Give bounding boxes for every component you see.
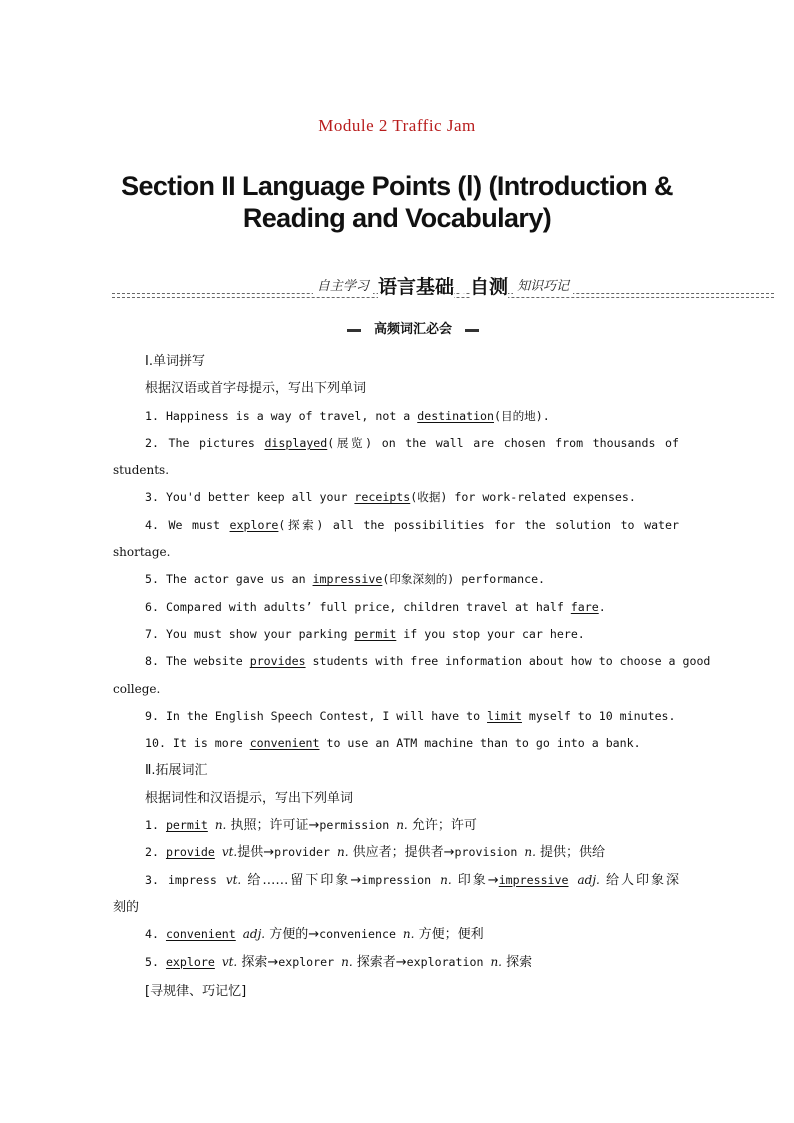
exercise-item bbox=[113, 703, 679, 730]
chinese-gloss: 提供；供给 bbox=[535, 845, 606, 861]
part-of-speech: n. bbox=[214, 818, 227, 833]
exercise-item bbox=[113, 648, 711, 675]
answer-blank: permit bbox=[165, 818, 208, 833]
answer-blank: limit bbox=[487, 708, 522, 723]
text-segment: permission bbox=[319, 818, 397, 833]
chinese-gloss: 允许；许可 bbox=[407, 818, 477, 834]
item-continuation: students. bbox=[113, 463, 170, 478]
chinese-gloss: 方便的→ bbox=[265, 927, 320, 943]
item-number: 8. bbox=[145, 654, 166, 669]
item-number: 1. bbox=[145, 408, 166, 423]
part-of-speech: vt. bbox=[221, 954, 238, 969]
item-number: 3. bbox=[145, 872, 168, 887]
item-text: It is more bbox=[172, 736, 250, 751]
chinese-gloss: 方便；便利 bbox=[414, 927, 484, 943]
section-banner bbox=[112, 272, 774, 300]
section-title-line1: Section II Language Points (Ⅰ) (Introduction & bbox=[121, 171, 673, 201]
word-family-item bbox=[113, 812, 679, 839]
tag-label: 高频词汇必会 bbox=[361, 320, 465, 340]
exercise-item bbox=[113, 512, 679, 539]
item-text: (展览) on the wall are chosen from thousands of bbox=[327, 435, 679, 450]
answer-blank: fare bbox=[570, 599, 599, 614]
item-text: In the English Speech Contest, I will have to bbox=[165, 708, 488, 723]
word-family-item bbox=[113, 867, 679, 894]
item-number: 9. bbox=[145, 708, 166, 723]
section-title bbox=[0, 170, 794, 234]
text-segment: impression bbox=[361, 872, 441, 887]
part2-instruction: 根据词性和汉语提示，写出下列单词 bbox=[145, 790, 354, 806]
chinese-gloss: 印象→ bbox=[451, 872, 499, 888]
item-number: 4. bbox=[145, 927, 166, 942]
item-text: You'd better keep all your bbox=[165, 490, 355, 505]
banner-right-label: 知识巧记 bbox=[513, 279, 573, 294]
chinese-gloss: 提供→ bbox=[237, 845, 275, 861]
item-text: (探索) all the possibilities for the solution to water bbox=[278, 517, 679, 532]
item-text: Compared with adults’ full price, children travel at half bbox=[165, 599, 571, 614]
memory-tip-label: [寻规律、巧记忆] bbox=[145, 983, 247, 999]
answer-blank: provide bbox=[165, 845, 215, 860]
exercise-content bbox=[113, 348, 711, 1005]
item-text: (目的地). bbox=[494, 408, 550, 423]
answer-blank: impressive bbox=[498, 872, 569, 887]
part-of-speech: n. bbox=[341, 954, 353, 969]
part-of-speech: n. bbox=[490, 954, 502, 969]
exercise-item bbox=[113, 621, 679, 648]
chinese-gloss: 探索者→ bbox=[352, 954, 407, 970]
word-family-item bbox=[113, 839, 679, 866]
part-of-speech: n. bbox=[396, 818, 408, 833]
exercise-item bbox=[113, 594, 679, 621]
item-text: Happiness is a way of travel, not a bbox=[165, 408, 418, 423]
text-segment: explorer bbox=[278, 954, 342, 969]
text-segment bbox=[215, 955, 222, 969]
answer-blank: provides bbox=[249, 654, 306, 669]
banner-main-left: 语言基础 bbox=[377, 276, 454, 298]
text-segment bbox=[236, 927, 243, 941]
chinese-gloss: 给人印象深 bbox=[599, 872, 680, 888]
double-chevron-icon: » bbox=[456, 282, 468, 294]
text-segment bbox=[208, 818, 215, 832]
exercise-item bbox=[113, 484, 679, 511]
item-text: (收据) for work-related expenses. bbox=[410, 490, 636, 505]
exercise-item bbox=[113, 730, 679, 757]
item-continuation: 刻的 bbox=[113, 899, 140, 915]
banner-main-right: 自测 bbox=[470, 276, 509, 298]
word-family-item bbox=[113, 921, 679, 948]
text-segment: exploration bbox=[406, 954, 491, 969]
answer-blank: receipts bbox=[354, 490, 411, 505]
answer-blank: displayed bbox=[264, 435, 328, 450]
answer-blank: permit bbox=[354, 626, 397, 641]
answer-blank: destination bbox=[417, 408, 495, 423]
module-title: Module 2 Traffic Jam bbox=[318, 116, 476, 135]
chinese-gloss: 供应者；提供者→ bbox=[348, 845, 455, 861]
vocab-tag bbox=[347, 320, 479, 340]
item-number: 1. bbox=[145, 818, 166, 833]
item-text: The website bbox=[165, 654, 250, 669]
item-continuation: college. bbox=[113, 681, 161, 696]
exercise-item bbox=[113, 403, 679, 430]
part-of-speech: n. bbox=[440, 872, 452, 887]
item-text: You must show your parking bbox=[165, 626, 355, 641]
answer-blank: explore bbox=[165, 954, 215, 969]
answer-blank: convenient bbox=[249, 736, 320, 751]
word-family-item bbox=[113, 949, 679, 976]
item-text: if you stop your car here. bbox=[396, 626, 585, 641]
item-number: 10. bbox=[145, 736, 173, 751]
item-continuation: shortage. bbox=[113, 545, 171, 560]
part-of-speech: vt. bbox=[221, 845, 238, 860]
chinese-gloss: 给……留下印象→ bbox=[241, 872, 362, 888]
item-text: to use an ATM machine than to go into a bank. bbox=[319, 736, 641, 751]
part-of-speech: n. bbox=[336, 845, 349, 860]
item-text: The pictures bbox=[168, 435, 265, 450]
item-number: 3. bbox=[145, 490, 166, 505]
item-text: students with free information about how to choose a good bbox=[305, 654, 711, 669]
section-title-line2: Reading and Vocabulary) bbox=[242, 203, 552, 233]
answer-blank: impressive bbox=[312, 572, 383, 587]
part-of-speech: n. bbox=[402, 927, 415, 942]
part-of-speech: vt. bbox=[225, 872, 242, 887]
item-number: 7. bbox=[145, 626, 166, 641]
part2-heading: Ⅱ.拓展词汇 bbox=[145, 763, 208, 779]
item-text: . bbox=[598, 599, 606, 614]
item-number: 2. bbox=[145, 845, 166, 860]
item-text: The actor gave us an bbox=[165, 572, 313, 587]
part-of-speech: adj. bbox=[242, 927, 266, 942]
item-number: 4. bbox=[145, 517, 169, 532]
item-text: myself to 10 minutes. bbox=[521, 708, 676, 723]
exercise-item bbox=[113, 430, 679, 457]
part1-instruction: 根据汉语或首字母提示，写出下列单词 bbox=[145, 381, 367, 397]
banner-left-label: 自主学习 bbox=[313, 279, 373, 294]
text-segment: provider bbox=[274, 845, 337, 860]
part-of-speech: adj. bbox=[577, 872, 600, 887]
item-number: 5. bbox=[145, 954, 166, 969]
item-text: (印象深刻的) performance. bbox=[382, 572, 546, 587]
text-segment bbox=[215, 845, 222, 859]
item-number: 5. bbox=[145, 572, 166, 587]
text-segment: impress bbox=[167, 872, 226, 887]
chinese-gloss: 执照；许可证→ bbox=[226, 818, 320, 834]
chinese-gloss: 探索 bbox=[501, 954, 533, 970]
exercise-item bbox=[113, 566, 679, 593]
item-text: We must bbox=[168, 517, 230, 532]
part-of-speech: n. bbox=[524, 845, 536, 860]
text-segment: convenience bbox=[319, 927, 403, 942]
item-number: 6. bbox=[145, 599, 166, 614]
part1-heading: Ⅰ.单词拼写 bbox=[145, 354, 205, 369]
item-number: 2. bbox=[145, 435, 169, 450]
answer-blank: convenient bbox=[165, 927, 236, 942]
answer-blank: explore bbox=[229, 517, 279, 532]
chinese-gloss: 探索→ bbox=[237, 954, 279, 970]
text-segment: provision bbox=[454, 845, 525, 860]
